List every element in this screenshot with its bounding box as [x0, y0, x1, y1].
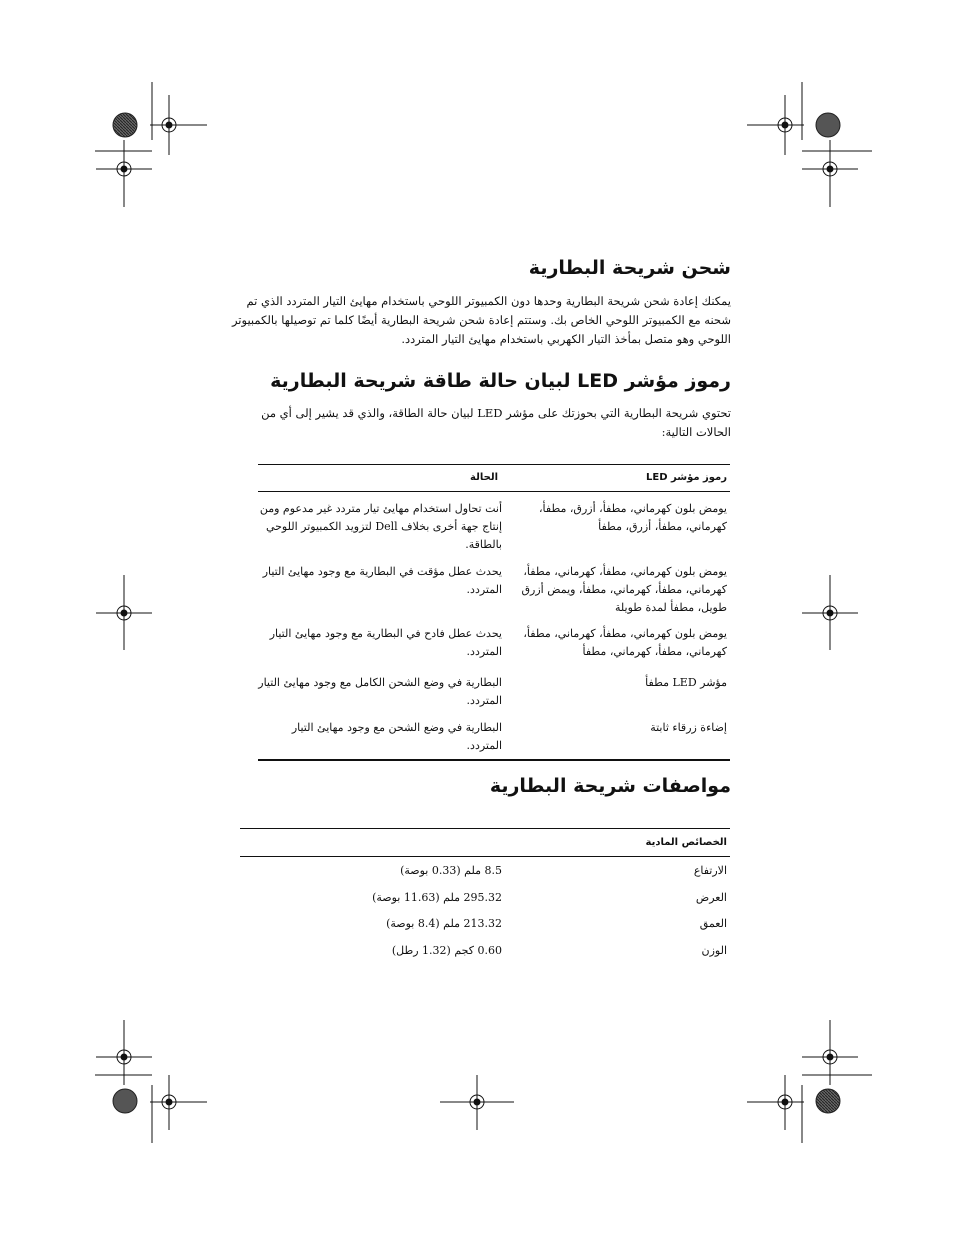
led-table-top-rule [258, 464, 730, 465]
led-row-5-state: البطارية في وضع الشحن مع وجود مهايئ التيار المتردد. [291, 721, 502, 752]
led-row-5-code: إضاءة زرقاء ثابتة [650, 721, 727, 734]
led-row-3-state: يحدث عطل فادح في البطارية مع وجود مهايئ التيار المتردد. [269, 627, 502, 658]
spec-height-label: الارتفاع [693, 864, 727, 877]
led-table-header-rule [258, 491, 730, 492]
section-led-body: تحتوي شريحة البطارية التي بحوزتك على مؤشر LED لبيان حالة الطاقة، والذي قد يشير إلى أي من الحالات التالية: [261, 406, 731, 439]
led-row-2-state: يحدث عطل مؤقت في البطارية مع وجود مهايئ التيار المتردد. [262, 565, 502, 596]
led-row-3-code: يومض بلون كهرماني، مطفأ، كهرماني، مطفأ، كهرماني، مطفأ، كهرماني، مطفأ [523, 627, 727, 658]
specs-table-header-rule [240, 856, 730, 857]
section-led-title: رموز مؤشر LED لبيان حالة طاقة شريحة البطارية [270, 370, 731, 392]
spec-weight-label: الوزن [701, 944, 727, 957]
section-specs-title: مواصفات شريحة البطارية [489, 775, 731, 797]
spec-depth-value: 213.32 ملم (8.4 بوصة) [386, 917, 502, 930]
led-row-4-state: البطارية في وضع الشحن الكامل مع وجود مهايئ التيار المتردد. [258, 676, 502, 707]
specs-table-top-rule [240, 828, 730, 829]
specs-table-header: الخصائص المادية [645, 837, 727, 848]
led-table-bottom-rule [258, 759, 730, 761]
spec-depth-label: العمق [699, 917, 727, 930]
spec-width-value: 295.32 ملم (11.63 بوصة) [372, 891, 502, 904]
spec-height-value: 8.5 ملم (0.33 بوصة) [400, 864, 502, 877]
led-row-2-code: يومض بلون كهرماني، مطفأ، كهرماني، مطفأ، كهرماني، مطفأ، كهرماني، مطفأ، ويمض أزرق طويل، مطفأ لمدة طويلة [521, 565, 727, 614]
spec-weight-value: 0.60 كجم (1.32 رطل) [391, 944, 502, 957]
section-charging-title: شحن شريحة البطارية [528, 257, 731, 279]
led-row-1-code: يومض بلون كهرماني، مطفأ، أزرق، مطفأ، كهرماني، مطفأ، أزرق، مطفأ [539, 502, 727, 533]
led-row-4-code: مؤشر LED مطفأ [645, 676, 727, 689]
led-row-1-state: أنت تحاول استخدام مهايئ تيار متردد غير مدعوم ومن إنتاج جهة أخرى بخلاف Dell لتزويد الكمبيوتر اللوحي بالطاقة. [259, 502, 502, 551]
spec-width-label: العرض [695, 891, 727, 904]
led-table-header-state: الحالة [470, 472, 498, 483]
section-charging-body: يمكنك إعادة شحن شريحة البطارية وحدها دون الكمبيوتر اللوحي باستخدام مهايئ التيار المتردد الذي تم شحنه مع الكمبيوتر اللوحي الخاص بك. وستتم إعادة شحن شريحة البطارية أيضًا كلما تم توصيلها بالكمبيوتر اللوحي وهو متصل بمأخذ التيار الكهربي باستخدام مهايئ التيار المتردد. [231, 294, 731, 346]
led-table-header-code: رموز مؤشر LED [646, 472, 727, 483]
